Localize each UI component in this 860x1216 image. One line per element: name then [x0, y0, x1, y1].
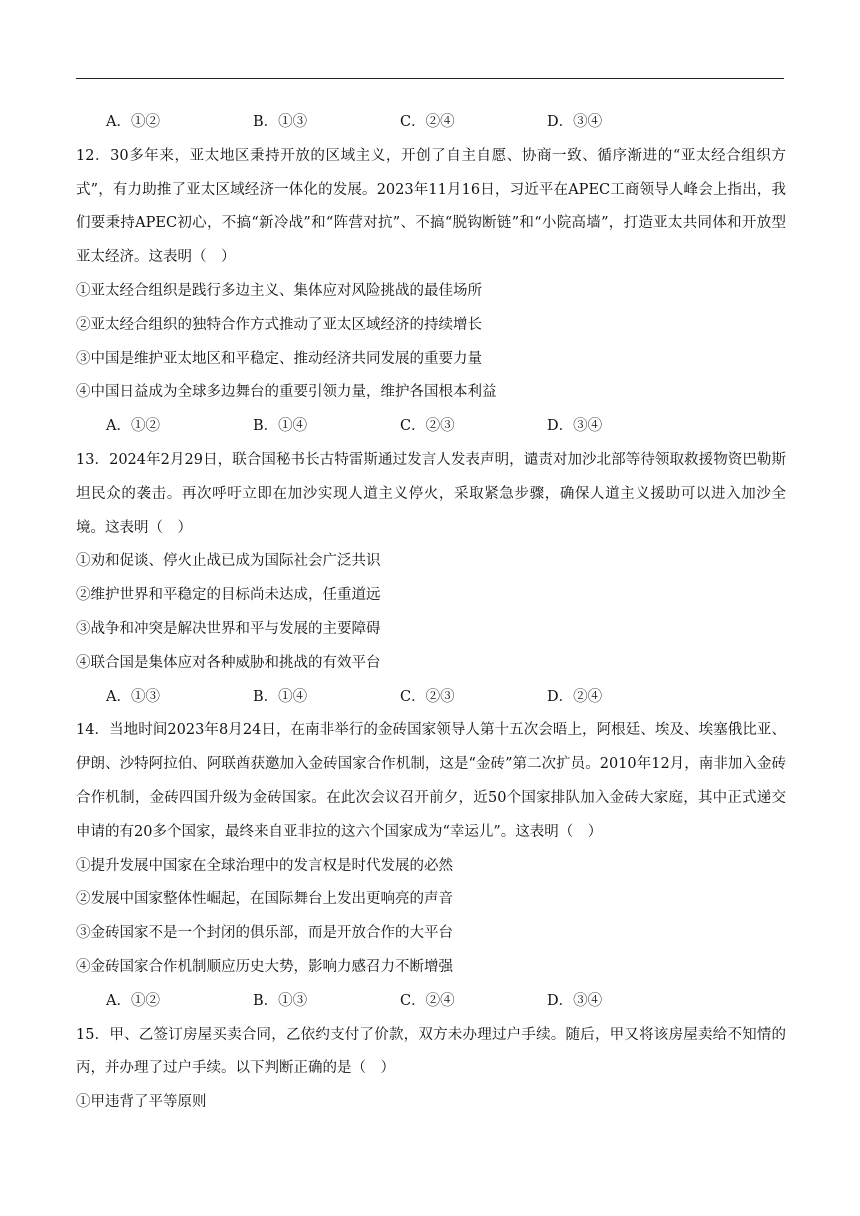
statement-4: ④金砖国家合作机制顺应历史大势，影响力感召力不断增强 — [76, 958, 453, 975]
option-d[interactable]: D．③④ — [547, 992, 603, 1009]
option-c[interactable]: C．②④ — [400, 992, 455, 1009]
exam-page — [76, 106, 786, 1120]
option-d[interactable]: D．③④ — [547, 418, 603, 435]
question-text: 2024年2月29日，联合国秘书长古特雷斯通过发言人发表声明，谴责对加沙北部等待领取救援物资巴勒斯坦民众的袭击。再次呼吁立即在加沙实现人道主义停火，采取紧急步骤，确保人道主义援助可以进入加沙全境。这表明（ ） — [76, 451, 787, 536]
question-text: 30多年来，亚太地区秉持开放的区域主义，开创了自主自愿、协商一致、循序渐进的“亚太经合组织方式”，有力助推了亚太区域经济一体化的发展。2023年11月16日，习近平在APEC工商领导人峰会上指出，我们要秉持APEC初心，不搞“新冷战”和“阵营对抗”、不搞“脱钩断链”和“小院高墙”，打造亚太共同体和开放型亚太经济。这表明（ ） — [76, 147, 786, 266]
options-row-q11 — [76, 106, 786, 140]
options-row-q13 — [76, 681, 786, 715]
statement-2: ②发展中国家整体性崛起，在国际舞台上发出更响亮的声音 — [76, 891, 453, 908]
option-a[interactable]: A．①③ — [106, 688, 160, 705]
statement-2: ②亚太经合组织的独特合作方式推动了亚太区域经济的持续增长 — [76, 316, 482, 333]
question-number: 15． — [76, 1026, 110, 1043]
option-a[interactable]: A．①② — [106, 114, 160, 130]
statement-1: ①亚太经合组织是践行多边主义、集体应对风险挑战的最佳场所 — [76, 282, 482, 299]
option-d[interactable]: D．②④ — [547, 688, 603, 705]
statement-1: ①提升发展中国家在全球治理中的发言权是时代发展的必然 — [76, 857, 453, 874]
option-b[interactable]: B．①③ — [253, 992, 308, 1009]
question-15-stem — [76, 1019, 786, 1087]
option-b[interactable]: B．①④ — [253, 688, 308, 705]
question-text: 甲、乙签订房屋买卖合同，乙依约支付了价款，双方未办理过户手续。随后，甲又将该房屋卖给不知情的丙，并办理了过户手续。以下判断正确的是（ ） — [76, 1026, 787, 1077]
header-rule — [76, 78, 784, 79]
option-a[interactable]: A．①② — [106, 992, 160, 1009]
statement-1: ①甲违背了平等原则 — [76, 1094, 207, 1111]
statement-3: ③中国是维护亚太地区和平稳定、推动经济共同发展的重要力量 — [76, 350, 482, 367]
options-row-q12 — [76, 410, 786, 444]
option-b[interactable]: B．①④ — [253, 418, 308, 435]
question-13-stem — [76, 444, 786, 545]
question-12-stem — [76, 140, 786, 275]
option-c[interactable]: C．②④ — [400, 114, 455, 130]
question-text: 当地时间2023年8月24日，在南非举行的金砖国家领导人第十五次会晤上，阿根廷、埃及、埃塞俄比亚、伊朗、沙特阿拉伯、阿联酋获邀加入金砖国家合作机制，这是“金砖”第二次扩员。2010年12月，南非加入金砖合作机制，金砖四国升级为金砖国家。在此次会议召开前夕，近50个国家排队加入金砖大家庭，其中正式递交申请的有20多个国家，最终来自亚非拉的这六个国家成为“幸运儿”。这表明（ ） — [76, 722, 787, 840]
option-a[interactable]: A．①② — [106, 418, 160, 435]
option-d[interactable]: D．③④ — [547, 114, 603, 130]
option-c[interactable]: C．②③ — [400, 418, 455, 435]
question-14-stem — [76, 714, 786, 849]
statement-2: ②维护世界和平稳定的目标尚未达成，任重道远 — [76, 587, 381, 604]
statement-3: ③战争和冲突是解决世界和平与发展的主要障碍 — [76, 620, 381, 637]
option-c[interactable]: C．②③ — [400, 688, 455, 705]
options-row-q14 — [76, 985, 786, 1019]
question-number: 12． — [76, 147, 111, 164]
statement-4: ④中国日益成为全球多边舞台的重要引领力量，维护各国根本利益 — [76, 384, 497, 401]
statement-1: ①劝和促谈、停火止战已成为国际社会广泛共识 — [76, 553, 381, 570]
question-number: 14． — [76, 722, 110, 739]
statement-3: ③金砖国家不是一个封闭的俱乐部，而是开放合作的大平台 — [76, 925, 453, 942]
statement-4: ④联合国是集体应对各种威胁和挑战的有效平台 — [76, 654, 381, 671]
option-b[interactable]: B．①③ — [253, 114, 308, 130]
question-number: 13． — [76, 451, 110, 468]
